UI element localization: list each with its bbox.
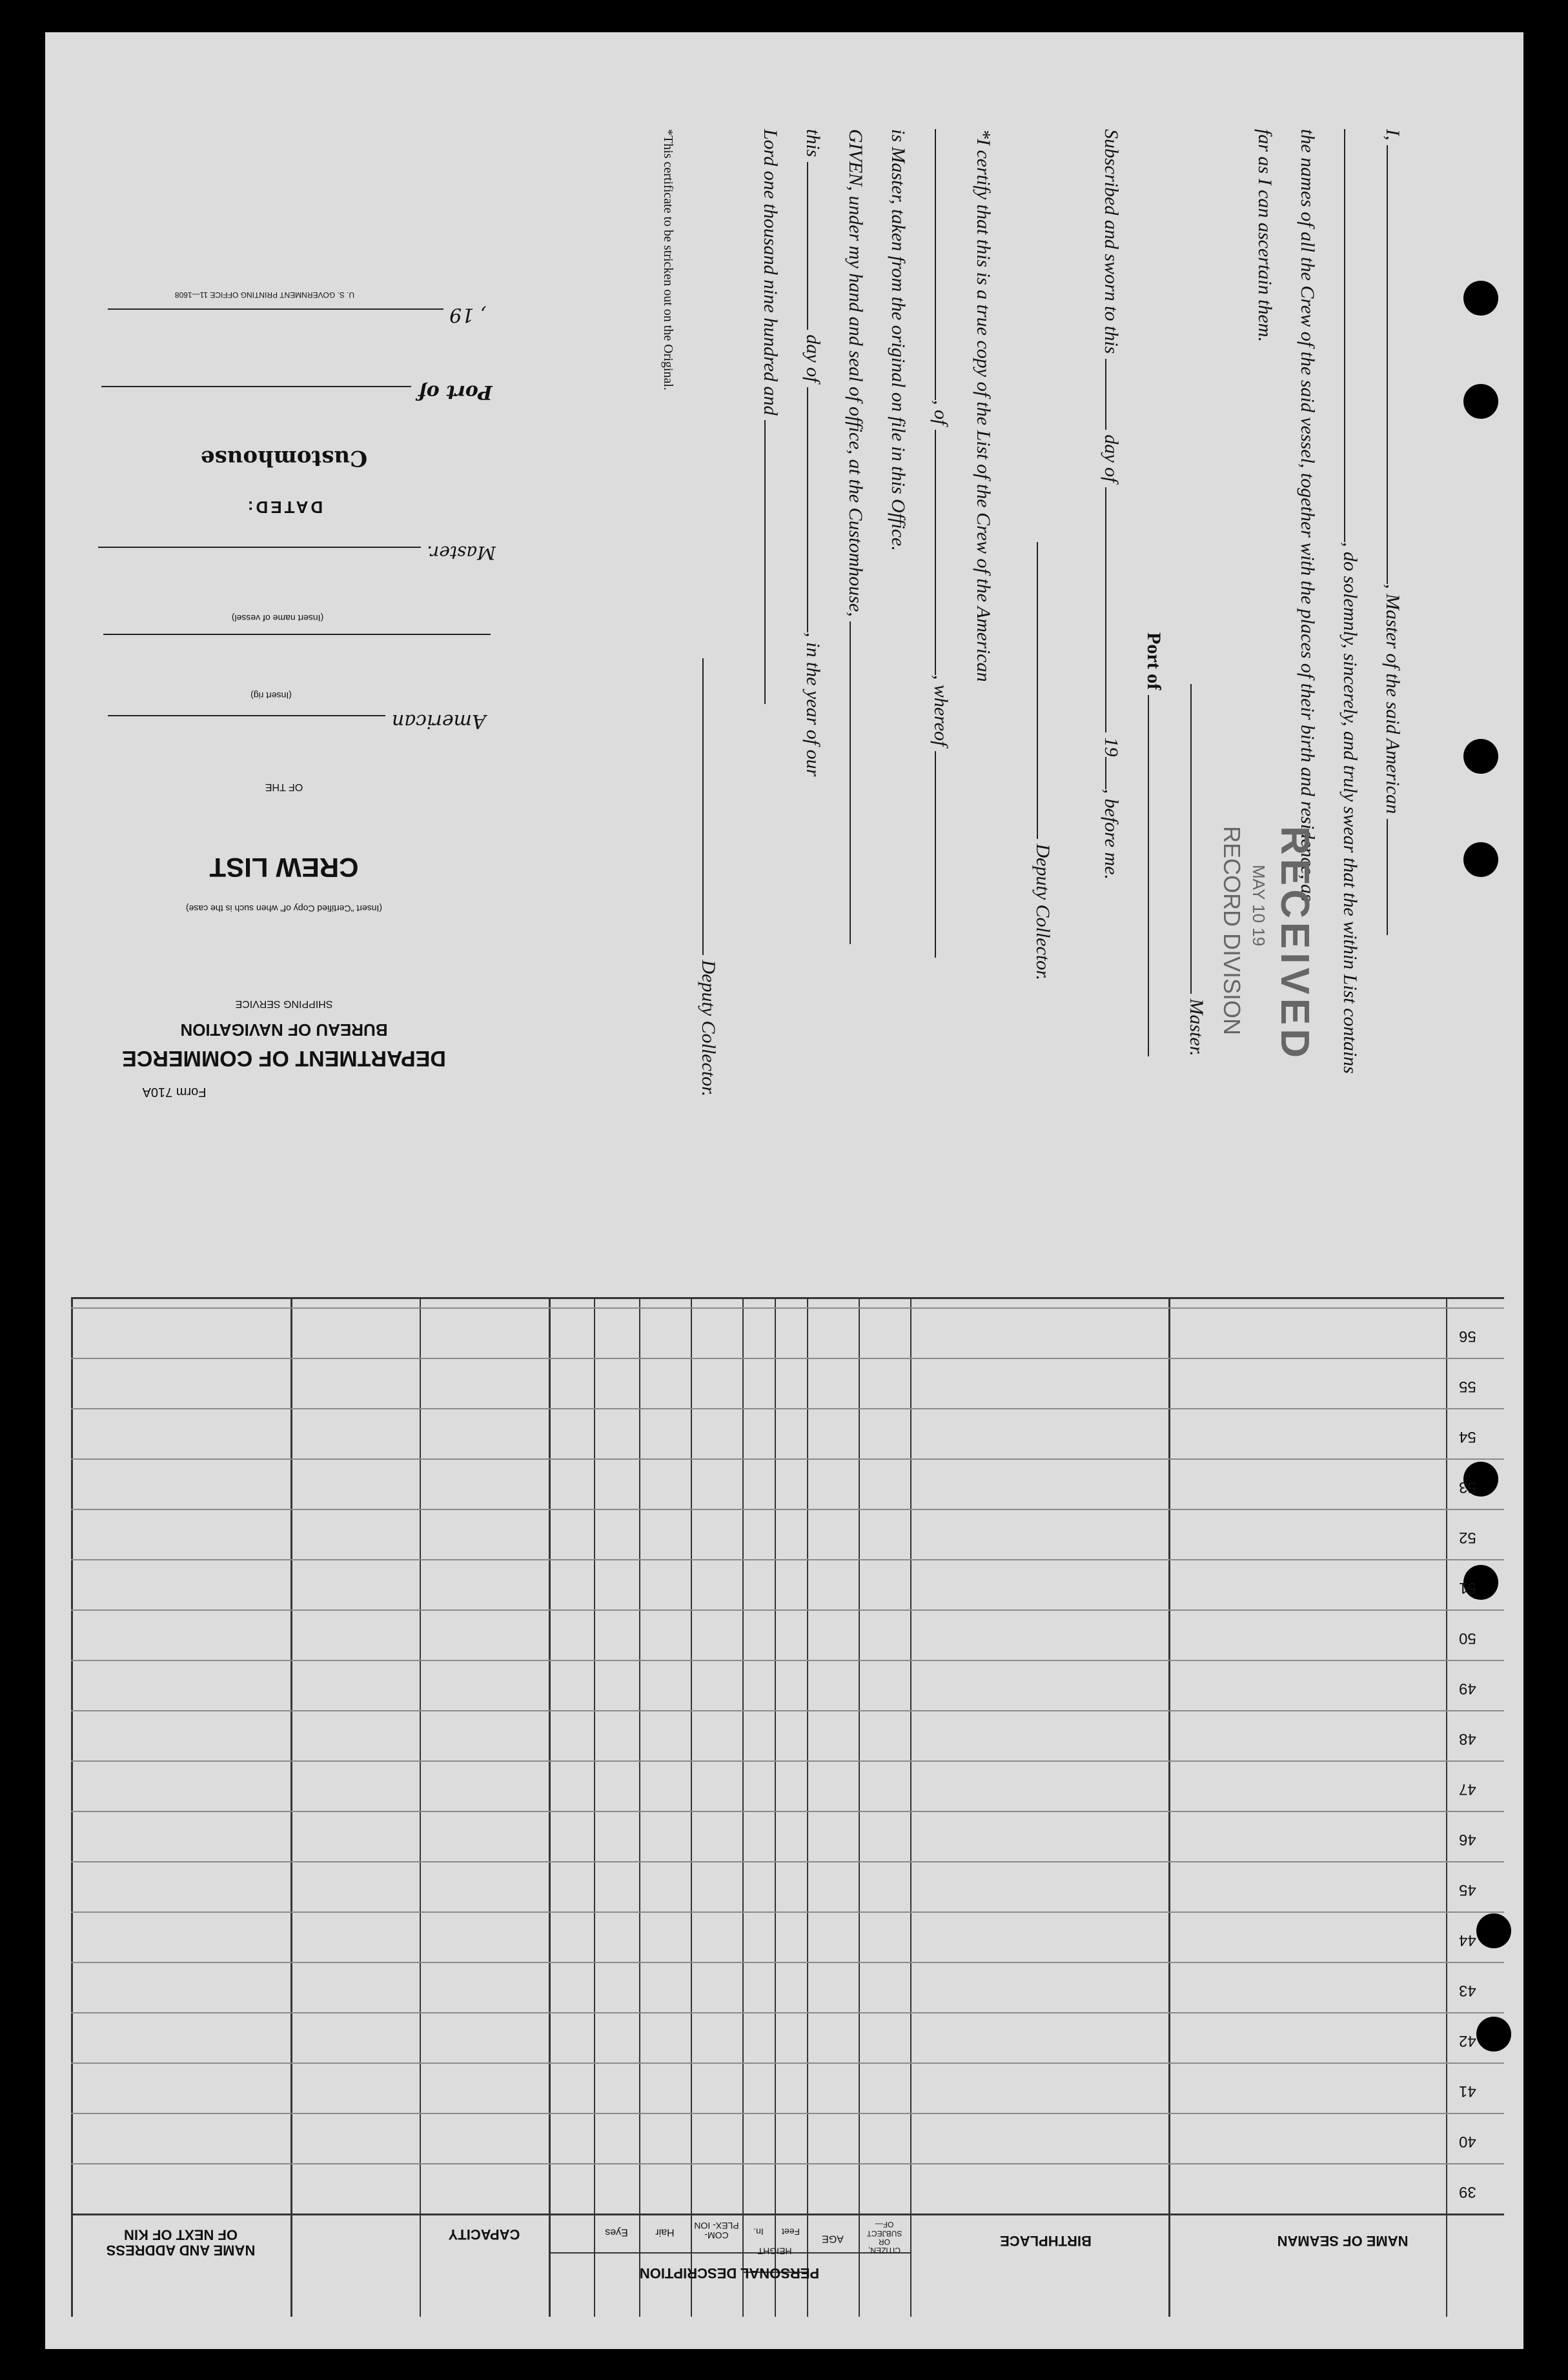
cert-port-blank[interactable]	[935, 430, 955, 675]
vessel-name-line	[97, 626, 497, 645]
header-complexion: COM- PLEX- ION	[694, 2220, 739, 2241]
table-row-line	[71, 1559, 1504, 1560]
cert-year-blank[interactable]	[764, 420, 785, 704]
certificate-line-2: , of , whereof	[919, 129, 962, 1162]
cover-year-blank[interactable]	[108, 308, 443, 329]
insert-name-note: (Insert name of vessel)	[231, 613, 324, 623]
cover-master-line: Master.	[97, 542, 497, 566]
punch-hole	[1463, 384, 1498, 419]
table-row-line	[71, 1962, 1504, 1963]
header-birthplace: BIRTHPLACE	[1000, 2233, 1092, 2250]
vessel-rig-blank[interactable]	[108, 715, 385, 736]
sworn-month-blank[interactable]	[1105, 487, 1126, 732]
header-name-of-seaman: NAME OF SEAMAN	[1277, 2233, 1409, 2250]
table-row-line	[71, 2062, 1504, 2064]
cert-customhouse-blank[interactable]	[850, 621, 870, 944]
header-capacity: CAPACITY	[448, 2226, 520, 2243]
table-row-line	[71, 2163, 1504, 2164]
port-of-line: Port of	[1132, 129, 1175, 1162]
table-row-line	[71, 1911, 1504, 1913]
header-height: HEIGHT	[757, 2246, 792, 2257]
punch-hole	[1463, 281, 1498, 316]
table-row-line	[71, 1307, 1504, 1309]
row-number: 45	[1459, 1881, 1476, 1899]
certified-note: (Insert "Certified Copy of" when such is the case)	[185, 903, 383, 914]
oath-line-3: the names of all the Crew of the said vessel, together with the places of their birth and residence, as	[1297, 129, 1318, 902]
table-row-line	[71, 2113, 1504, 2114]
vessel-name-blank[interactable]	[1344, 129, 1365, 542]
cover-master-blank[interactable]	[98, 547, 421, 566]
row-number: 54	[1459, 1428, 1476, 1446]
header-hair: Hair	[655, 2226, 675, 2238]
certificate-line-6: Lord one thousand nine hundred and	[749, 129, 791, 1162]
master-signature-line: Master.	[1175, 129, 1217, 1162]
cover-port-line: Port of	[97, 381, 497, 407]
oath-line-4: far as I can ascertain them.	[1254, 129, 1276, 342]
printer-imprint: U. S. GOVERNMENT PRINTING OFFICE 11—1608	[174, 290, 355, 299]
table-row-line	[71, 1408, 1504, 1409]
row-number: 49	[1459, 1680, 1476, 1697]
form-number: Form 710A	[142, 1085, 207, 1099]
row-number: 51	[1459, 1579, 1476, 1597]
row-number: 39	[1459, 2183, 1476, 2201]
subscribed-line: Subscribed and sworn to this day of 19, before me.	[1090, 129, 1132, 1162]
cover-year-line: , 19	[97, 303, 497, 329]
header-eyes: Eyes	[605, 2226, 628, 2238]
document-sheet	[45, 32, 1523, 2349]
row-number: 40	[1459, 2133, 1476, 2150]
sworn-day-blank[interactable]	[1105, 359, 1126, 430]
master-name-blank[interactable]	[1387, 145, 1407, 584]
crew-table	[71, 1297, 1504, 2317]
vessel-name-cover-blank[interactable]	[103, 634, 491, 645]
american-line: American	[97, 710, 497, 736]
row-number: 52	[1459, 1529, 1476, 1546]
table-row-line	[71, 1509, 1504, 1510]
cert-master-blank[interactable]	[935, 751, 955, 958]
certificate-line-3: is Master, taken from the original on file in this Office.	[888, 129, 909, 551]
row-number: 43	[1459, 1982, 1476, 1999]
row-number: 47	[1459, 1780, 1476, 1798]
header-age: AGE	[822, 2233, 844, 2244]
insert-rig-note: (Insert rig)	[250, 691, 292, 701]
row-number: 53	[1459, 1478, 1476, 1496]
stamp-date: MAY 10 19	[1249, 865, 1268, 947]
table-row-line	[71, 1760, 1504, 1762]
table-row-line	[71, 1811, 1504, 1812]
certificate-line-4: GIVEN, under my hand and seal of office, at the Customhouse,	[834, 129, 877, 1162]
cert-month-blank[interactable]	[807, 387, 828, 632]
oath-line-2: , do solemnly, sincerely, and truly swear that the within List contains	[1329, 129, 1371, 1162]
certificate-line-1: *I certify that this is a true copy of the List of the Crew of the American	[973, 129, 994, 682]
table-row-line	[71, 1609, 1504, 1611]
table-row-line	[71, 1358, 1504, 1359]
cert-deputy-line: Deputy Collector.	[687, 129, 729, 1162]
certificate-footnote: *This certificate to be stricken out on the Original.	[661, 129, 675, 390]
table-row-line	[71, 1458, 1504, 1460]
cert-deputy-blank[interactable]	[702, 658, 723, 955]
certificate-line-5: this day of , in the year of our	[791, 129, 834, 1162]
header-next-of-kin: NAME AND ADDRESS OF NEXT OF KIN	[106, 2226, 256, 2259]
row-number: 55	[1459, 1378, 1476, 1395]
department-title: DEPARTMENT OF COMMERCE	[122, 1046, 446, 1071]
vessel-blank[interactable]	[1387, 819, 1407, 935]
punch-hole	[1463, 842, 1498, 877]
stamp-division: RECORD DIVISION	[1219, 826, 1245, 1036]
header-citizen: CITIZEN, OR SUBJECT OF—	[866, 2220, 902, 2255]
dated-label: DATED:	[245, 498, 323, 517]
deputy-signature-blank[interactable]	[1037, 542, 1057, 839]
deputy-collector-line: Deputy Collector.	[1021, 129, 1064, 1162]
service-title: SHIPPING SERVICE	[235, 998, 333, 1009]
punch-hole	[1463, 739, 1498, 774]
stamp-received: RECEIVED	[1272, 826, 1317, 1062]
table-row-line	[71, 1861, 1504, 1862]
cert-day-blank[interactable]	[807, 162, 828, 330]
row-number: 41	[1459, 2082, 1476, 2100]
header-feet: Feet	[782, 2226, 800, 2237]
received-stamp	[1217, 826, 1317, 1062]
table-row-line	[71, 1660, 1504, 1661]
table-row-line	[71, 2012, 1504, 2013]
master-signature-blank[interactable]	[1190, 684, 1211, 994]
row-number: 56	[1459, 1327, 1476, 1345]
customhouse-label: Customhouse	[200, 445, 368, 471]
row-number: 50	[1459, 1629, 1476, 1647]
cert-vessel-blank[interactable]	[935, 129, 955, 400]
sworn-year-blank[interactable]	[1105, 757, 1126, 789]
row-number: 48	[1459, 1730, 1476, 1748]
port-blank[interactable]	[1148, 695, 1168, 1056]
of-the-label: OF THE	[265, 782, 303, 792]
header-personal-description: PERSONAL DESCRIPTION	[639, 2265, 820, 2282]
row-number: 44	[1459, 1931, 1476, 1949]
row-number: 42	[1459, 2032, 1476, 2050]
row-number: 46	[1459, 1831, 1476, 1848]
header-in: In.	[753, 2226, 764, 2237]
cover-port-blank[interactable]	[101, 386, 411, 407]
bureau-title: BUREAU OF NAVIGATION	[180, 1020, 388, 1040]
oath-line-1: I, , Master of the said American	[1371, 129, 1414, 1162]
crew-list-title: CREW LIST	[209, 852, 359, 883]
table-row-line	[71, 1710, 1504, 1711]
